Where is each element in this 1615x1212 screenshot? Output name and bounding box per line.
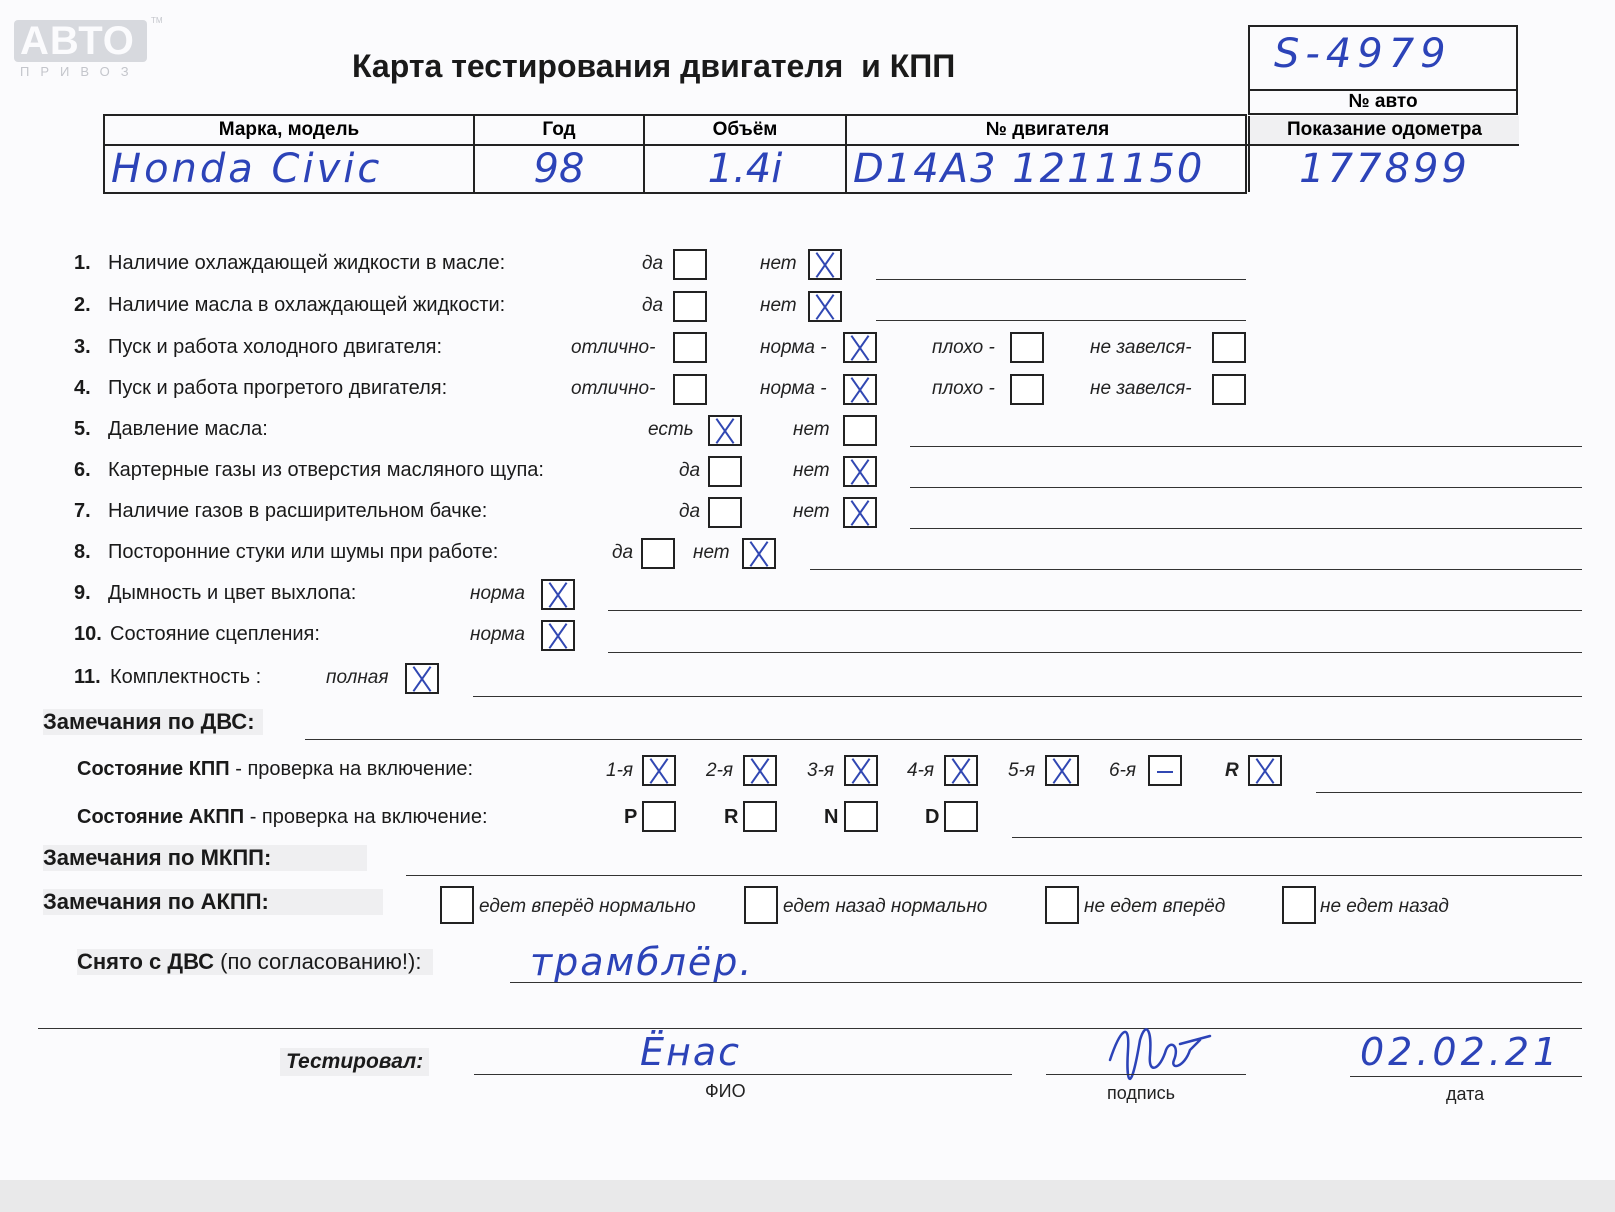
akpp-mode-p-checkbox[interactable]	[642, 801, 676, 832]
tested-name-line[interactable]	[474, 1074, 1012, 1075]
akpp-mode-d-checkbox[interactable]	[944, 801, 978, 832]
item-8-opt-yes-label: да	[612, 542, 634, 563]
item-9-number: 9.	[74, 582, 91, 604]
date-line[interactable]	[1350, 1076, 1582, 1077]
item-10-note-line[interactable]	[608, 652, 1582, 653]
logo-tm: TM	[151, 16, 163, 25]
remarks-mkpp-label: Замечания по МКПП:	[43, 845, 367, 871]
col-engine-number-value: D14A3 1211150	[853, 146, 1205, 192]
item-11-note-line[interactable]	[473, 696, 1582, 697]
item-6-number: 6.	[74, 459, 91, 481]
item-6-opt-no-label: нет	[793, 460, 830, 481]
item-4-opt-nostart-label: не завелся-	[1090, 378, 1192, 399]
item-7-opt-no-label: нет	[793, 501, 830, 522]
item-4-excellent-checkbox[interactable]	[673, 374, 707, 405]
item-11-text: Комплектность :	[110, 666, 262, 688]
item-7-text: Наличие газов в расширительном бачке:	[108, 500, 488, 522]
item-5-text: Давление масла:	[108, 418, 268, 440]
item-3-opt-excellent-label: отлично-	[571, 337, 656, 358]
remarks-engine-label: Замечания по ДВС:	[43, 709, 263, 735]
col-year	[475, 116, 645, 192]
item-7-number: 7.	[74, 500, 91, 522]
item-5-opt-no-label: нет	[793, 419, 830, 440]
item-1-text: Наличие охлаждающей жидкости в масле:	[108, 252, 506, 274]
col-volume-header: Объём	[645, 116, 845, 146]
item-4-bad-checkbox[interactable]	[1010, 374, 1044, 405]
kpp-label	[77, 758, 473, 781]
item-4-opt-normal-label: норма -	[760, 378, 827, 399]
tested-name-caption: ФИО	[705, 1081, 746, 1101]
item-2-text: Наличие масла в охлаждающей жидкости:	[108, 294, 506, 316]
col-model-value: Honda Civic	[111, 146, 383, 192]
section-divider	[38, 1028, 1582, 1029]
col-model-header: Марка, модель	[105, 116, 473, 146]
avto-number-value: S-4979	[1274, 31, 1452, 77]
akpp-mode-r-label: R	[724, 806, 739, 828]
logo	[14, 16, 163, 82]
col-model	[105, 116, 475, 192]
item-7-opt-yes-label: да	[679, 501, 701, 522]
removed-line[interactable]	[510, 982, 1582, 983]
item-8-yes-checkbox[interactable]	[641, 538, 675, 569]
item-3-excellent-checkbox[interactable]	[673, 332, 707, 363]
removed-label-bold: Снято с ДВС	[77, 949, 215, 974]
akpp-label	[77, 806, 488, 829]
akpp-mode-r-checkbox[interactable]	[743, 801, 777, 832]
item-3-opt-normal-label: норма -	[760, 337, 827, 358]
remarks-akpp-no-forward-label: не едет вперёд	[1084, 896, 1226, 917]
item-1-number: 1.	[74, 252, 91, 274]
item-7-note-line[interactable]	[910, 528, 1582, 529]
signature-caption: подпись	[1107, 1083, 1176, 1103]
tested-label: Тестировал:	[280, 1048, 429, 1076]
remarks-akpp-label: Замечания по АКПП:	[43, 889, 383, 915]
item-5-opt-yes-label: есть	[648, 419, 694, 440]
akpp-mode-n-label: N	[824, 806, 839, 828]
item-4-normal-checkbox[interactable]	[843, 374, 877, 405]
kpp-label-bold: Состояние КПП	[77, 758, 230, 780]
col-engine-number	[847, 116, 1250, 192]
item-2-number: 2.	[74, 294, 91, 316]
item-11-number: 11.	[74, 666, 101, 688]
col-year-header: Год	[475, 116, 643, 146]
item-8-number: 8.	[74, 541, 91, 563]
kpp-gear-r-checkbox[interactable]	[1248, 755, 1282, 786]
item-3-opt-nostart-label: не завелся-	[1090, 337, 1192, 358]
item-4-opt-bad-label: плохо -	[932, 378, 995, 399]
item-10-opt-normal-label: норма	[470, 624, 525, 645]
col-year-value: 98	[533, 146, 585, 192]
kpp-gear-4-checkbox[interactable]	[944, 755, 978, 786]
item-10-number: 10.	[74, 623, 102, 645]
item-3-number: 3.	[74, 336, 91, 358]
item-3-opt-bad-label: плохо -	[932, 337, 995, 358]
kpp-gear-r-label: R	[1225, 760, 1239, 781]
kpp-gear-6-checkbox[interactable]	[1148, 755, 1182, 786]
item-3-bad-checkbox[interactable]	[1010, 332, 1044, 363]
item-6-note-line[interactable]	[910, 487, 1582, 488]
kpp-gear-3-checkbox[interactable]	[844, 755, 878, 786]
item-6-opt-yes-label: да	[679, 460, 701, 481]
remarks-akpp-no-forward-checkbox[interactable]	[1045, 886, 1079, 924]
item-4-text: Пуск и работа прогретого двигателя:	[108, 377, 448, 399]
item-11-full-checkbox[interactable]	[405, 663, 439, 694]
kpp-gear-1-label: 1-я	[606, 760, 634, 781]
item-2-opt-no-label: нет	[760, 295, 797, 316]
item-4-nostart-checkbox[interactable]	[1212, 374, 1246, 405]
remarks-akpp-no-backward-label: не едет назад	[1320, 896, 1449, 917]
signature-line[interactable]	[1046, 1074, 1246, 1075]
page-title: Карта тестирования двигателя и КПП	[352, 48, 956, 84]
kpp-label-rest: - проверка на включение:	[229, 758, 474, 780]
akpp-mode-d-label: D	[925, 806, 940, 828]
item-8-no-checkbox[interactable]	[742, 538, 776, 569]
item-6-text: Картерные газы из отверстия масляного щупа:	[108, 459, 544, 481]
item-7-no-checkbox[interactable]	[843, 497, 877, 528]
item-8-note-line[interactable]	[810, 569, 1582, 570]
col-volume-value: 1.4i	[707, 146, 783, 192]
kpp-note-line[interactable]	[1316, 792, 1582, 793]
item-2-note-line[interactable]	[876, 320, 1246, 321]
item-6-no-checkbox[interactable]	[843, 456, 877, 487]
item-9-opt-normal-label: норма	[470, 583, 525, 604]
item-1-opt-no-label: нет	[760, 253, 797, 274]
item-2-opt-yes-label: да	[642, 295, 664, 316]
avto-number-box	[1248, 25, 1518, 115]
tested-name-value: Ёнас	[640, 1030, 742, 1074]
vehicle-info-table	[103, 114, 1482, 194]
removed-label	[77, 949, 433, 975]
remarks-akpp-backward-ok-label: едет назад нормально	[783, 896, 988, 917]
item-1-yes-checkbox[interactable]	[673, 249, 707, 280]
akpp-mode-p-label: P	[624, 806, 638, 828]
item-5-note-line[interactable]	[910, 446, 1582, 447]
col-odometer	[1250, 116, 1519, 192]
remarks-akpp-backward-ok-checkbox[interactable]	[744, 886, 778, 924]
item-7-yes-checkbox[interactable]	[708, 497, 742, 528]
kpp-gear-4-label: 4-я	[907, 760, 935, 781]
remarks-engine-line[interactable]	[305, 739, 1582, 740]
akpp-label-rest: - проверка на включение:	[244, 806, 488, 828]
item-3-normal-checkbox[interactable]	[843, 332, 877, 363]
kpp-gear-1-checkbox[interactable]	[642, 755, 676, 786]
col-volume	[645, 116, 847, 192]
akpp-note-line[interactable]	[1012, 837, 1582, 838]
item-3-text: Пуск и работа холодного двигателя:	[108, 336, 443, 358]
item-4-opt-excellent-label: отлично-	[571, 378, 656, 399]
col-engine-number-header: № двигателя	[847, 116, 1248, 146]
remarks-akpp-forward-ok-checkbox[interactable]	[440, 886, 474, 924]
item-1-opt-yes-label: да	[642, 253, 664, 274]
kpp-gear-2-label: 2-я	[706, 760, 734, 781]
remarks-akpp-forward-ok-label: едет вперёд нормально	[479, 896, 696, 917]
tested-date-value: 02.02.21	[1360, 1030, 1562, 1074]
item-10-text: Состояние сцепления:	[110, 623, 320, 645]
remarks-akpp-no-backward-checkbox[interactable]	[1282, 886, 1316, 924]
item-5-yes-checkbox[interactable]	[708, 415, 742, 446]
kpp-gear-5-checkbox[interactable]	[1045, 755, 1079, 786]
item-9-normal-checkbox[interactable]	[541, 579, 575, 610]
logo-text: АВТО	[20, 19, 135, 63]
item-3-nostart-checkbox[interactable]	[1212, 332, 1246, 363]
removed-label-rest: (по согласованию!):	[214, 949, 422, 974]
kpp-gear-6-label: 6-я	[1109, 760, 1137, 781]
item-10-normal-checkbox[interactable]	[541, 620, 575, 651]
akpp-label-bold: Состояние АКПП	[77, 806, 245, 828]
item-9-text: Дымность и цвет выхлопа:	[108, 582, 357, 604]
item-8-text: Посторонние стуки или шумы при работе:	[108, 541, 499, 563]
date-caption: дата	[1446, 1084, 1485, 1104]
item-11-opt-full-label: полная	[326, 667, 389, 688]
avto-number-label: № авто	[1348, 91, 1418, 112]
item-1-note-line[interactable]	[876, 279, 1246, 280]
item-6-yes-checkbox[interactable]	[708, 456, 742, 487]
item-2-no-checkbox[interactable]	[808, 291, 842, 322]
item-5-number: 5.	[74, 418, 91, 440]
item-5-no-checkbox[interactable]	[843, 415, 877, 446]
logo-subtext: ПРИВОЗ	[20, 64, 140, 79]
removed-value: трамблёр.	[530, 940, 754, 984]
kpp-gear-3-label: 3-я	[807, 760, 835, 781]
item-9-note-line[interactable]	[608, 610, 1582, 611]
item-1-no-checkbox[interactable]	[808, 249, 842, 280]
item-2-yes-checkbox[interactable]	[673, 291, 707, 322]
col-odometer-header: Показание одометра	[1250, 116, 1519, 146]
remarks-mkpp-line[interactable]	[406, 875, 1582, 876]
col-odometer-value: 177899	[1299, 146, 1470, 192]
kpp-gear-2-checkbox[interactable]	[743, 755, 777, 786]
item-4-number: 4.	[74, 377, 91, 399]
item-8-opt-no-label: нет	[693, 542, 730, 563]
akpp-mode-n-checkbox[interactable]	[844, 801, 878, 832]
kpp-gear-5-label: 5-я	[1008, 760, 1036, 781]
